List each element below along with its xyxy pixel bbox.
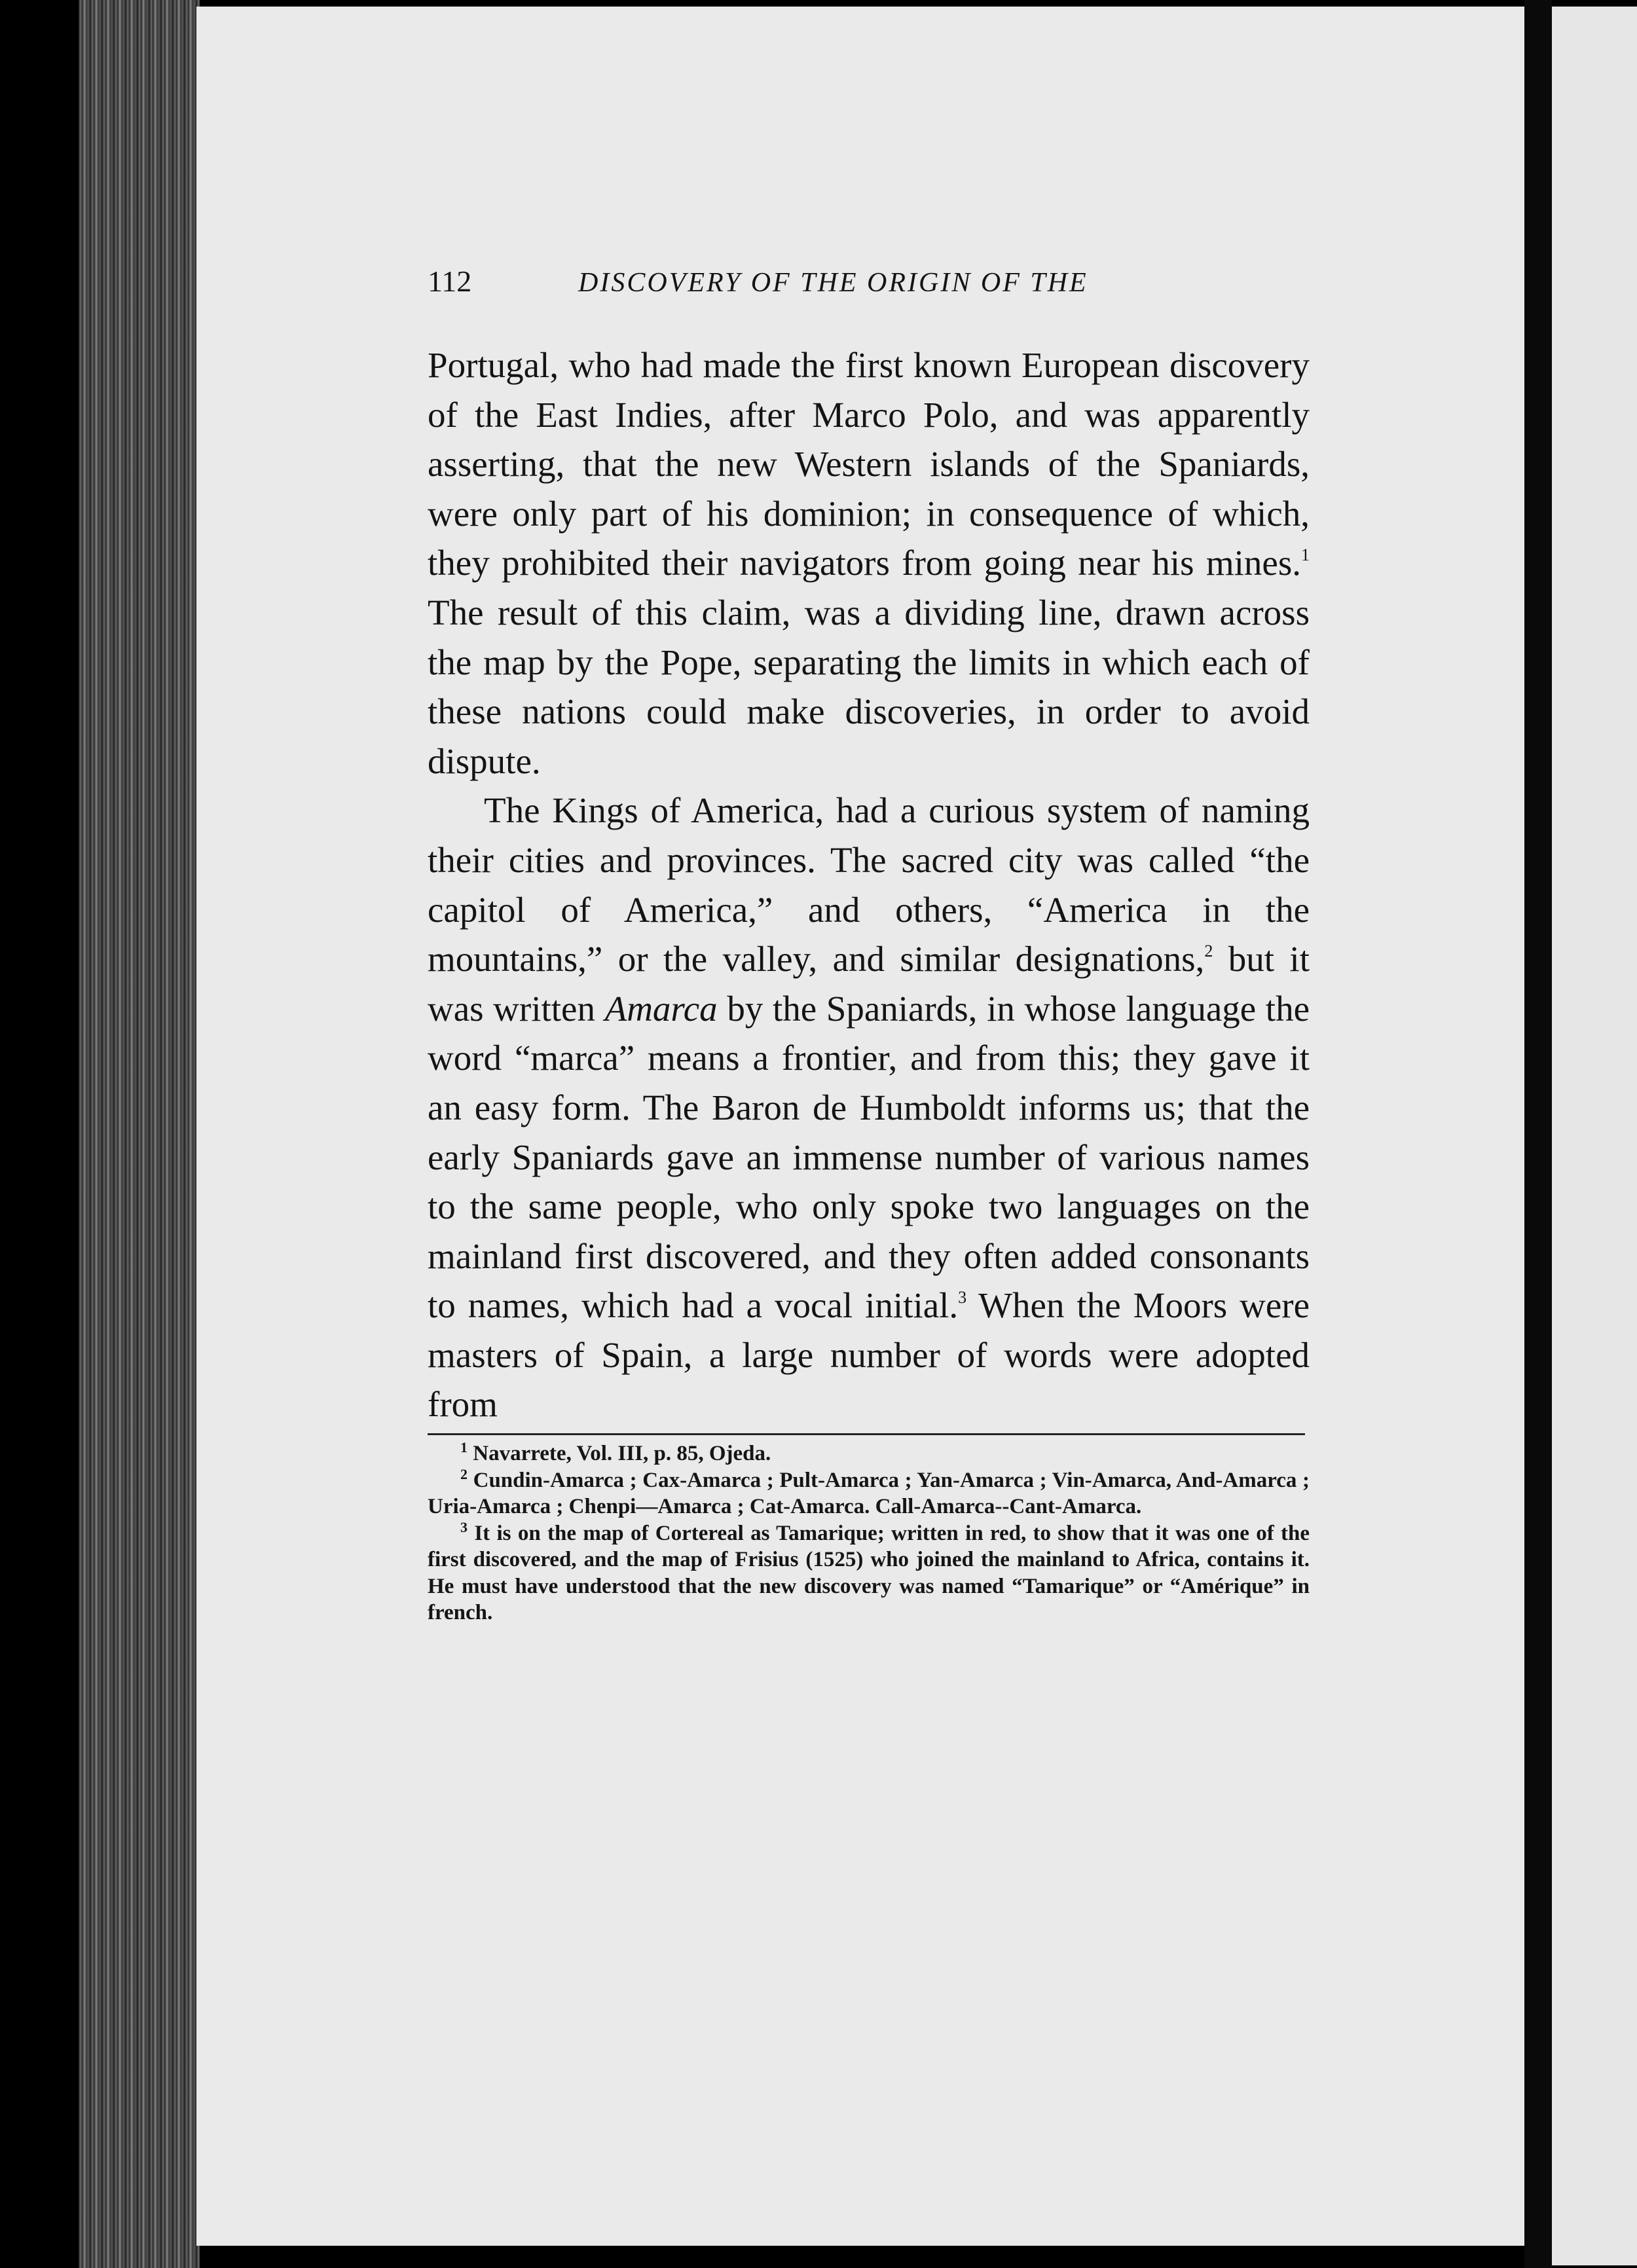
book-gutter-shadow [1524, 0, 1552, 2268]
page-text-block [428, 262, 1310, 1626]
running-head-title: DISCOVERY OF THE ORIGIN OF THE [578, 268, 1088, 298]
body-text [428, 340, 1310, 1429]
footnote-marker: 1 [460, 1439, 468, 1456]
footnote-text: Cundin-Amarca ; Cax-Amarca ; Pult-Amarca ; Yan-Amarca ; Vin-Amarca, And-Amarca ; Uria-Amarca ; Chenpi—Amarca ; Cat-Amarca. Call-Amarca--Cant-Amarca. [428, 1468, 1310, 1519]
footnote-marker: 2 [460, 1465, 468, 1482]
footnotes [428, 1440, 1310, 1626]
facing-page-edge [1552, 7, 1637, 2265]
footnote-3 [428, 1520, 1310, 1626]
footnote-reference-2: 2 [1204, 942, 1213, 961]
footnote-reference-1: 1 [1301, 545, 1310, 565]
book-page-edges [79, 0, 200, 2268]
page-number: 112 [428, 265, 472, 298]
footnote-text: Navarrete, Vol. III, p. 85, Ojeda. [473, 1442, 771, 1466]
paragraph-text: The result of this claim, was a dividing line, drawn across the map by the Pope, separating the limits in which each of these nations could make discoveries, in order to avoid dispute. [428, 592, 1310, 781]
footnote-divider [428, 1433, 1305, 1435]
footnote-reference-3: 3 [958, 1288, 967, 1308]
italic-word: Amarca [604, 988, 718, 1029]
paragraph-2 [428, 786, 1310, 1429]
paragraph-1 [428, 340, 1310, 786]
footnote-2 [428, 1467, 1310, 1520]
footnote-marker: 3 [460, 1518, 468, 1535]
paragraph-text: The Kings of America, had a curious system of naming their cities and provinces. The sacred city was called “the capitol of America,” and others, “America in the mountains,” or the valley, and similar designations, [428, 790, 1310, 979]
paragraph-text: Portugal, who had made the first known European discovery of the East Indies, after Marco Polo, and was apparently asserting, that the new Western islands of the Spaniards, were only part of his dominion; in consequence of which, they prohibited their navigators from going near his mines. [428, 345, 1310, 583]
footnote-1 [428, 1440, 1310, 1467]
footnote-text: It is on the map of Cortereal as Tamarique; written in red, to show that it was one of the first discovered, and the map of Frisius (1525) who joined the mainland to Africa, contains it. He must have understood that the new discovery was named “Tamarique” or “Amérique” in french. [428, 1521, 1310, 1625]
paragraph-text: by the Spaniards, in whose language the word “marca” means a frontier, and from this; they gave it an easy form. The Baron de Humboldt informs us; that the early Spaniards gave an immense number of various names to the same people, who only spoke two languages on the mainland first discovered, and they often added consonants to names, which had a vocal initial. [428, 988, 1310, 1326]
paragraph-text: but it was written [428, 939, 1310, 1029]
paragraph-text: When the Moors were masters of Spain, a large number of words were adopted from [428, 1285, 1310, 1425]
running-head [428, 262, 1310, 301]
